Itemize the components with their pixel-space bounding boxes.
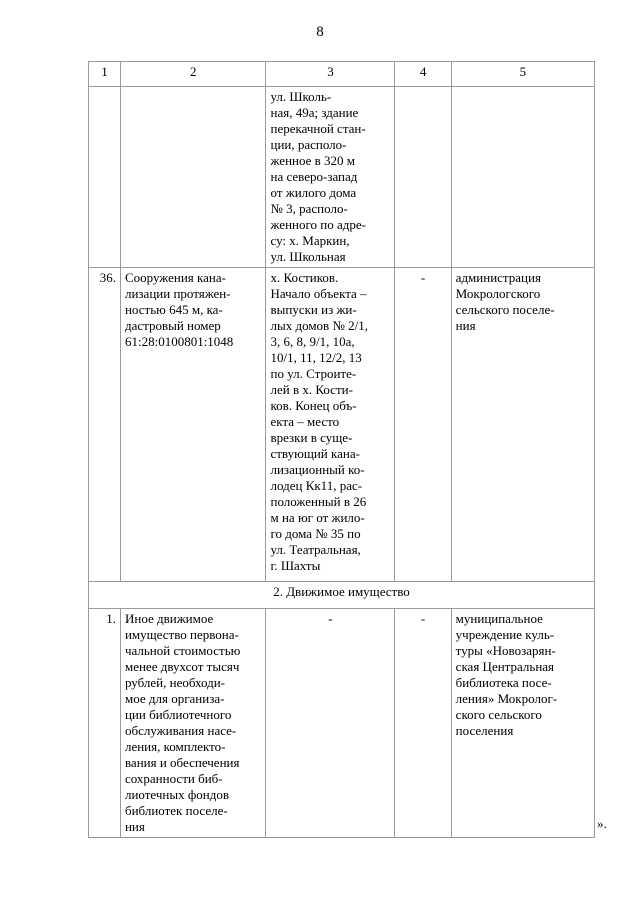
table-row [89,87,595,268]
object-name: Сооружения кана- лизации протяжен- ностью 645 м, ка- дастровый номер 61:28:0100801:1048 [120,268,266,582]
object-address: х. Костиков. Начало объекта – выпуски из жи- лых домов № 2/1, 3, 6, 8, 9/1, 10а, 10/1, 11, 12/2, 13 по ул. Строите- лей в х. Кости- ков. Конец объ- екта – место врезки в суще- ствующий кана- лизационный ко- лодец Кк11, рас- положенный в 26 м на юг от жило- го дома № 35 по ул. Театральная, г. Шахты [266,268,395,582]
rights-holder: администрация Мокрологского сельского поселе- ния [451,268,594,582]
header-cell-2: 2 [120,62,266,87]
object-name [120,87,266,268]
object-name: Иное движимое имущество первона- чальной стоимостью менее двухсот тысяч рублей, необходи- мое для организа- ции библиотечного обслуживания насе- ления, комплекто- вания и обеспечения сохранности биб- лиотечных фондов библиотек поселе- ния [120,609,266,838]
column-4-value: - [395,268,451,582]
section-title: 2. Движимое имущество [89,582,595,609]
row-number: 36. [89,268,121,582]
property-register-table [88,61,595,838]
header-cell-5: 5 [451,62,594,87]
rights-holder: муниципальное учреждение куль- туры «Новозарян- ская Центральная библиотека посе- ления» Мокролог- ского сельского поселения [451,609,594,838]
section-heading-row [89,582,595,609]
table-header-row [89,62,595,87]
column-4-value [395,87,451,268]
table-row [89,609,595,838]
closing-quote-mark: ». [597,816,607,831]
header-cell-1: 1 [89,62,121,87]
column-4-value: - [395,609,451,838]
page-number: 8 [316,24,324,40]
rights-holder [451,87,594,268]
header-cell-4: 4 [395,62,451,87]
object-address: - [266,609,395,838]
header-cell-3: 3 [266,62,395,87]
object-address: ул. Школь- ная, 49а; здание перекачной стан- ции, располо- женное в 320 м на северо-запад от жилого дома № 3, располо- женного по адре- су: х. Маркин, ул. Школьная [266,87,395,268]
row-number: 1. [89,609,121,838]
row-number [89,87,121,268]
table-row [89,268,595,582]
